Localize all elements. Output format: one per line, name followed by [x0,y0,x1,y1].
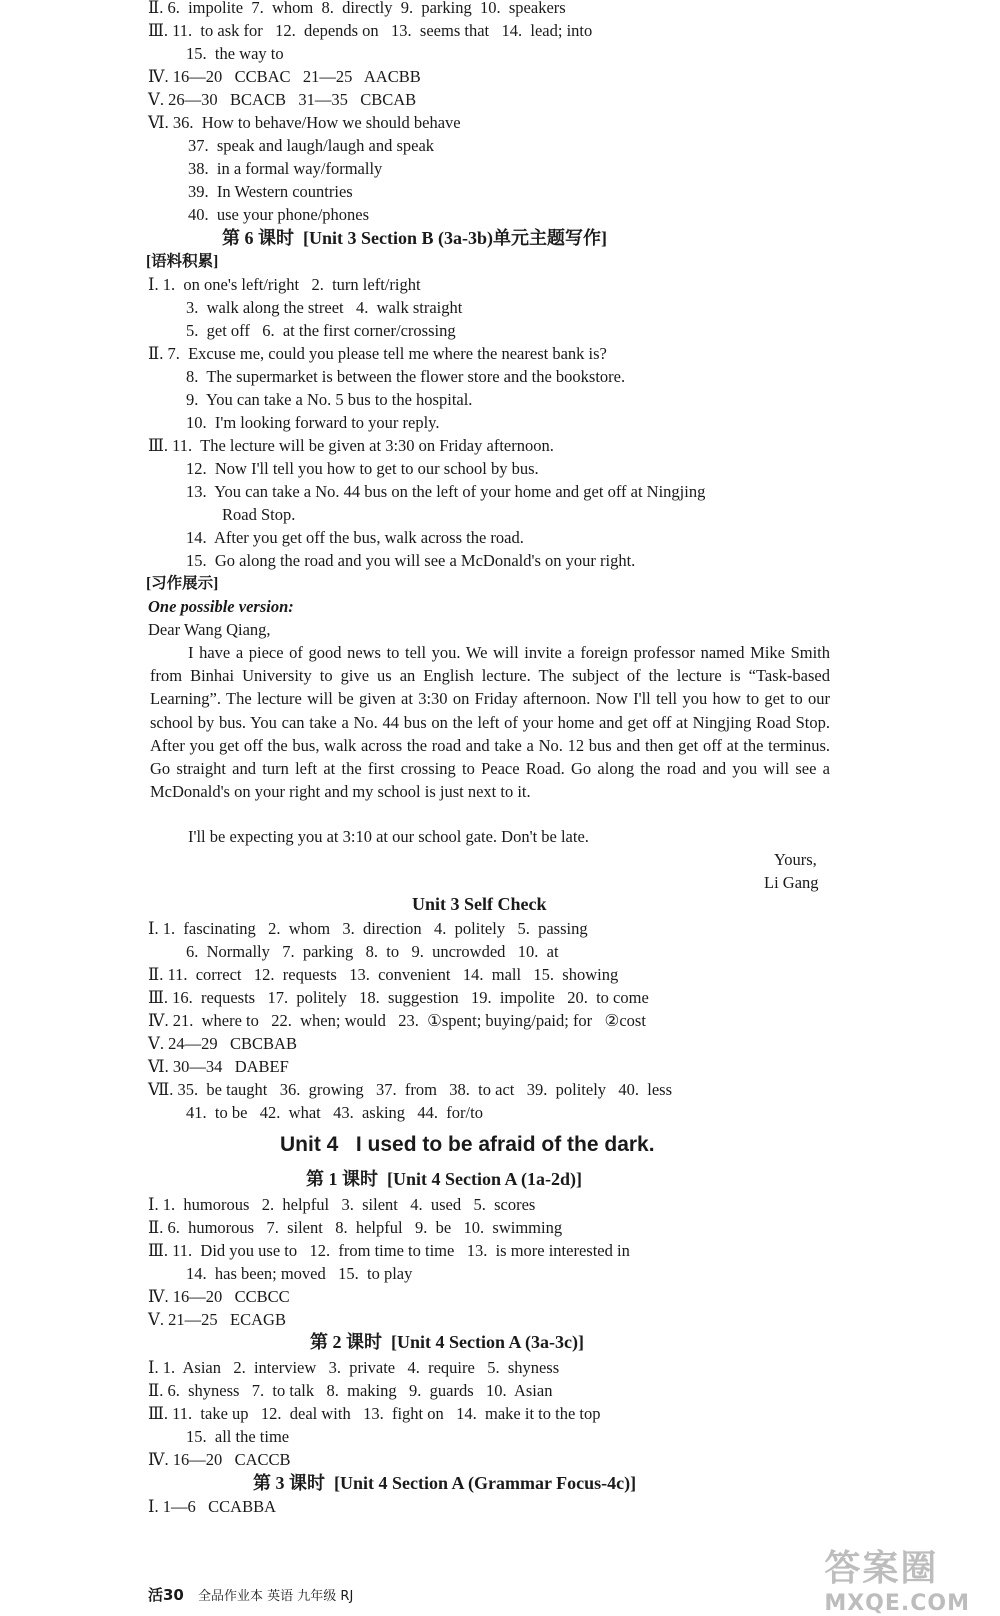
answer-line: 10. I'm looking forward to your reply. [186,413,440,432]
answer-line: Ⅳ. 16—20 CCBCC [148,1287,290,1306]
answer-line: 3. walk along the street 4. walk straight [186,298,463,317]
answer-line: Ⅳ. 21. where to 22. when; would 23. ①spent; buying/paid; for ②cost [148,1011,646,1030]
answer-line: Ⅵ. 30—34 DABEF [148,1057,289,1076]
watermark-text: 答案圈 [824,1548,939,1589]
answer-line: Ⅶ. 35. be taught 36. growing 37. from 38. to act 39. politely 40. less [148,1080,673,1099]
answer-line: 6. Normally 7. parking 8. to 9. uncrowded 10. at [186,942,559,961]
section-label: [习作展示] [146,575,219,592]
answer-line: Ⅴ. 26—30 BCACB 31—35 CBCAB [148,90,417,109]
answer-line: Ⅱ. 7. Excuse me, could you please tell me where the nearest bank is? [148,344,607,363]
section-heading: Unit 3 Self Check [412,894,547,914]
lesson-heading: 第 2 课时 [Unit 4 Section A (3a-3c)] [310,1332,584,1352]
unit-title: Unit 4 I used to be afraid of the dark. [280,1133,655,1156]
answer-line: Ⅱ. 6. impolite 7. whom 8. directly 9. parking 10. speakers [148,0,566,17]
page-footer [148,1584,353,1605]
answer-line: Ⅰ. 1. humorous 2. helpful 3. silent 4. used 5. scores [148,1195,536,1214]
answer-line: Ⅳ. 16—20 CCBAC 21—25 AACBB [148,67,421,86]
answer-line: Ⅴ. 21—25 ECAGB [148,1310,286,1329]
answer-line: Ⅰ. 1. on one's left/right 2. turn left/right [148,275,421,294]
page-number: 活30 [148,1586,184,1604]
answer-line: 39. In Western countries [188,182,353,201]
answer-line: Ⅰ. 1. Asian 2. interview 3. private 4. require 5. shyness [148,1358,560,1377]
lesson-heading: 第 3 课时 [Unit 4 Section A (Grammar Focus-4c)] [253,1473,637,1493]
answer-line: Ⅲ. 16. requests 17. politely 18. suggestion 19. impolite 20. to come [148,988,649,1007]
answer-line: 12. Now I'll tell you how to get to our school by bus. [186,459,539,478]
lesson-heading: 第 1 课时 [Unit 4 Section A (1a-2d)] [306,1169,582,1189]
answer-line: Ⅰ. 1—6 CCABBA [148,1497,276,1516]
answer-line: Ⅲ. 11. take up 12. deal with 13. fight on 14. make it to the top [148,1404,601,1423]
letter-paragraph: I have a piece of good news to tell you. We will invite a foreign professor named Mike Smith from Binhai University to give us an English lecture. The subject of the lecture is “Task-based Learning”. The lecture will be given at 3:30 on Friday afternoon. Now I'll tell you how to get to our school by bus. You can take a No. 44 bus on the left of your home and get off at Ningjing Road Stop. After you get off the bus, walk across the road and take a No. 12 bus and then get off at the terminus. Go straight and turn left at the first crossing to Peace Road. Go along the road and you will see a McDonald's on your right and my school is just next to it. [150,643,830,802]
letter-signature: Li Gang [764,873,819,892]
answer-line: Ⅱ. 11. correct 12. requests 13. convenient 14. mall 15. showing [148,965,619,984]
answer-line: Ⅲ. 11. to ask for 12. depends on 13. seems that 14. lead; into [148,21,593,40]
answer-line: Ⅰ. 1. fascinating 2. whom 3. direction 4. politely 5. passing [148,919,588,938]
answer-line: Ⅲ. 11. Did you use to 12. from time to time 13. is more interested in [148,1241,630,1260]
book-title: 全品作业本 英语 九年级 RJ [198,1589,354,1604]
lesson-heading: 第 6 课时 [Unit 3 Section B (3a-3b)单元主题写作] [222,228,607,248]
letter-paragraph: I'll be expecting you at 3:10 at our school gate. Don't be late. [188,827,589,846]
answer-line: 14. After you get off the bus, walk across the road. [186,528,524,547]
letter-salutation: Dear Wang Qiang, [148,620,271,639]
answer-line: 38. in a formal way/formally [188,159,383,178]
answer-line: Road Stop. [222,505,296,524]
answer-line: 37. speak and laugh/laugh and speak [188,136,435,155]
answer-line: Ⅱ. 6. shyness 7. to talk 8. making 9. guards 10. Asian [148,1381,553,1400]
answer-line: Ⅵ. 36. How to behave/How we should behave [148,113,461,132]
answer-line: 15. the way to [186,44,284,63]
answer-line: Ⅱ. 6. humorous 7. silent 8. helpful 9. be 10. swimming [148,1218,563,1237]
letter-closing: Yours, [774,850,817,869]
answer-line: 13. You can take a No. 44 bus on the left of your home and get off at Ningjing [186,482,706,501]
answer-line: 9. You can take a No. 5 bus to the hospital. [186,390,473,409]
watermark-logo [824,1540,970,1616]
answer-line: 15. all the time [186,1427,290,1446]
answer-line: Ⅲ. 11. The lecture will be given at 3:30 on Friday afternoon. [148,436,554,455]
answer-line: 14. has been; moved 15. to play [186,1264,413,1283]
answer-line: 41. to be 42. what 43. asking 44. for/to [186,1103,483,1122]
answer-line: Ⅴ. 24—29 CBCBAB [148,1034,297,1053]
section-label: [语料积累] [146,253,219,270]
answer-line: Ⅳ. 16—20 CACCB [148,1450,291,1469]
answer-line: 5. get off 6. at the first corner/crossing [186,321,456,340]
watermark-site: MXQE.COM [824,1591,970,1616]
answer-line: 8. The supermarket is between the flower store and the bookstore. [186,367,626,386]
answer-line: 40. use your phone/phones [188,205,370,224]
version-label: One possible version: [148,597,294,616]
answer-line: 15. Go along the road and you will see a McDonald's on your right. [186,551,636,570]
